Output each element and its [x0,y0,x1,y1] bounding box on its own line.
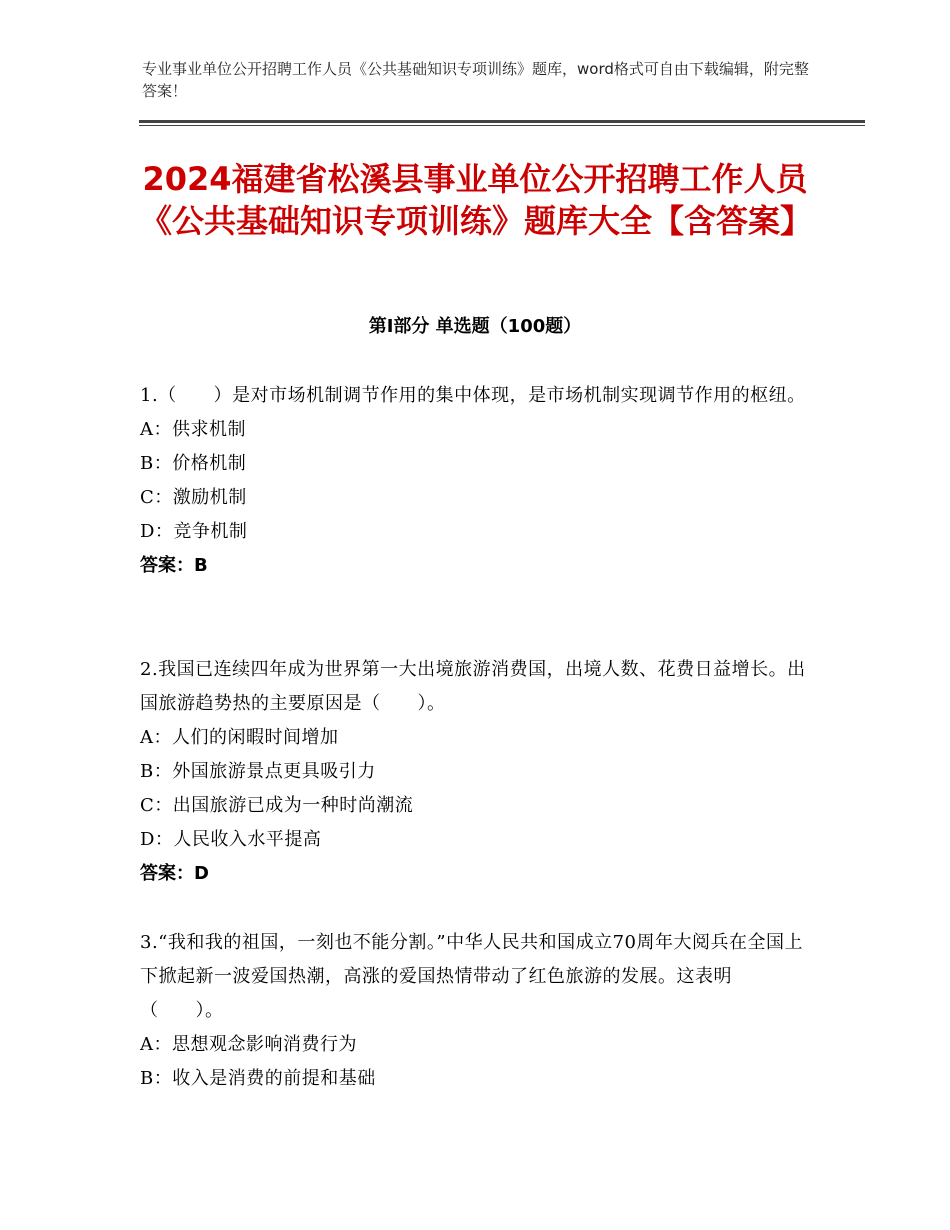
option-c: C：激励机制 [140,487,247,508]
option-d: D：人民收入水平提高 [140,829,322,850]
option-b: B：外国旅游景点更具吸引力 [140,761,376,782]
option-c: C：出国旅游已成为一种时尚潮流 [140,795,414,816]
option-a: A：人们的闲暇时间增加 [140,727,339,748]
option-a: A：思想观念影响消费行为 [140,1034,357,1055]
question-stem: 2.我国已连续四年成为世界第一大出境旅游消费国，出境人数、花费日益增长。出国旅游趋势热的主要原因是（ ）。 [140,659,806,714]
answer: 答案：D [140,863,209,884]
header-divider-thick [139,120,865,123]
question-1 [140,379,810,583]
option-a: A：供求机制 [140,419,246,440]
answer: 答案：B [140,555,208,576]
question-3 [140,926,810,1096]
option-d: D：竞争机制 [140,521,248,542]
option-b: B：价格机制 [140,453,247,474]
option-b: B：收入是消费的前提和基础 [140,1068,376,1089]
question-stem: 3.“我和我的祖国，一刻也不能分割。”中华人民共和国成立70周年大阅兵在全国上下掀起新一波爱国热潮，高涨的爱国热情带动了红色旅游的发展。这表明（ ）。 [140,932,803,1021]
header-divider-thin [139,125,865,126]
question-stem: 1.（ ）是对市场机制调节作用的集中体现，是市场机制实现调节作用的枢纽。 [140,385,806,406]
section-title: 第Ⅰ部分 单选题（100题） [368,316,582,337]
document-title: 2024福建省松溪县事业单位公开招聘工作人员《公共基础知识专项训练》题库大全【含答案】 [140,160,813,240]
question-2 [140,653,810,891]
header-note: 专业事业单位公开招聘工作人员《公共基础知识专项训练》题库，word格式可自由下载编辑，附完整答案！ [142,60,809,100]
